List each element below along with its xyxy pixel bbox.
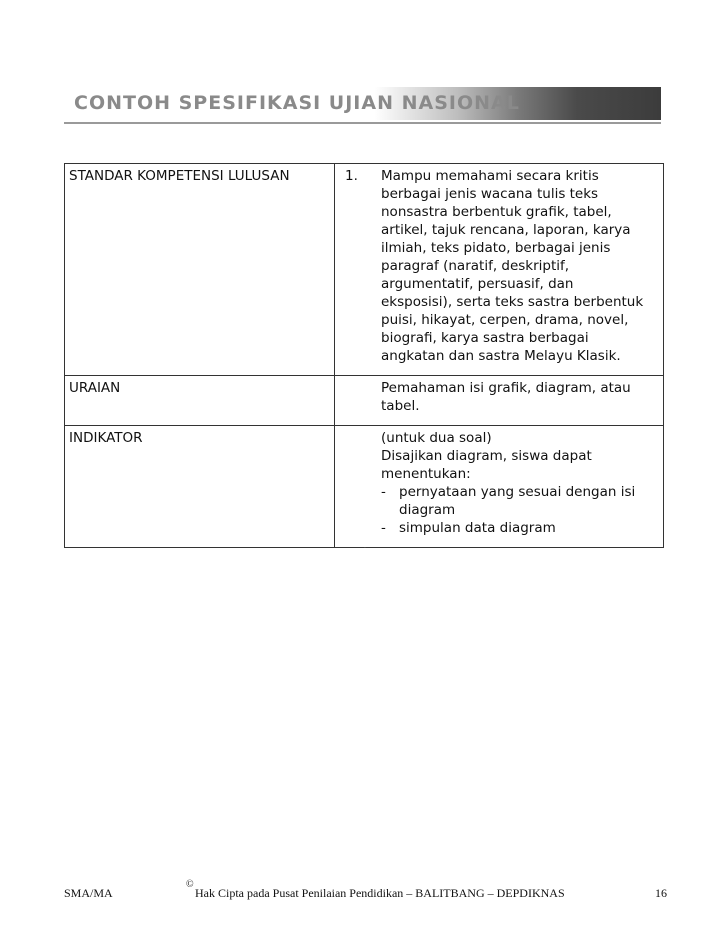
footer-copyright — [186, 879, 565, 901]
list-item-text: pernyataan yang sesuai dengan isi — [399, 484, 636, 500]
content-line: eksposisi), serta teks sastra berbentuk — [381, 294, 644, 310]
content-line: menentukan: — [381, 466, 471, 482]
row-label: URAIAN — [65, 376, 335, 426]
page-footer — [64, 879, 667, 904]
row-label: INDIKATOR — [65, 426, 335, 548]
specification-table — [64, 163, 664, 548]
table-row — [65, 376, 664, 426]
content-line: nonsastra berbentuk grafik, tabel, — [381, 204, 612, 220]
item-number — [335, 376, 382, 426]
footer-school-level: SMA/MA — [64, 886, 113, 900]
item-number: 1. — [335, 164, 382, 376]
content-line: berbagai jenis wacana tulis teks — [381, 186, 599, 202]
content-line: angkatan dan sastra Melayu Klasik. — [381, 348, 621, 364]
table-row — [65, 426, 664, 548]
table-row — [65, 164, 664, 376]
content-line: ilmiah, teks pidato, berbagai jenis — [381, 240, 611, 256]
footer-copyright-text: Hak Cipta pada Pusat Penilaian Pendidikan – BALITBANG – DEPDIKNAS — [195, 886, 565, 900]
list-item-text: diagram — [399, 502, 456, 518]
content-line: biografi, karya sastra berbagai — [381, 330, 589, 346]
dash-marker: - — [381, 520, 386, 536]
content-line: paragraf (naratif, deskriptif, — [381, 258, 570, 274]
header-divider — [64, 122, 661, 124]
copyright-icon: © — [186, 879, 194, 890]
row-content — [381, 164, 664, 376]
list-item-text: simpulan data diagram — [399, 520, 556, 536]
item-number — [335, 426, 382, 548]
content-line: puisi, hikayat, cerpen, drama, novel, — [381, 312, 629, 328]
content-line: Pemahaman isi grafik, diagram, atau — [381, 380, 631, 396]
row-content — [381, 376, 664, 426]
list-item — [381, 483, 659, 519]
content-line: Disajikan diagram, siswa dapat — [381, 448, 592, 464]
stray-mark: . — [364, 543, 366, 550]
content-line: artikel, tajuk rencana, laporan, karya — [381, 222, 631, 238]
section-title: CONTOH SPESIFIKASI UJIAN NASIONAL — [74, 92, 520, 114]
row-content — [381, 426, 664, 548]
content-line: Mampu memahami secara kritis — [381, 168, 599, 184]
content-line: (untuk dua soal) — [381, 430, 492, 446]
page-number: 16 — [655, 886, 667, 900]
list-item — [381, 519, 659, 537]
row-label: STANDAR KOMPETENSI LULUSAN — [65, 164, 335, 376]
dash-marker: - — [381, 484, 386, 500]
content-line: argumentatif, persuasif, dan — [381, 276, 574, 292]
content-line: tabel. — [381, 398, 420, 414]
section-header-banner — [64, 87, 661, 120]
